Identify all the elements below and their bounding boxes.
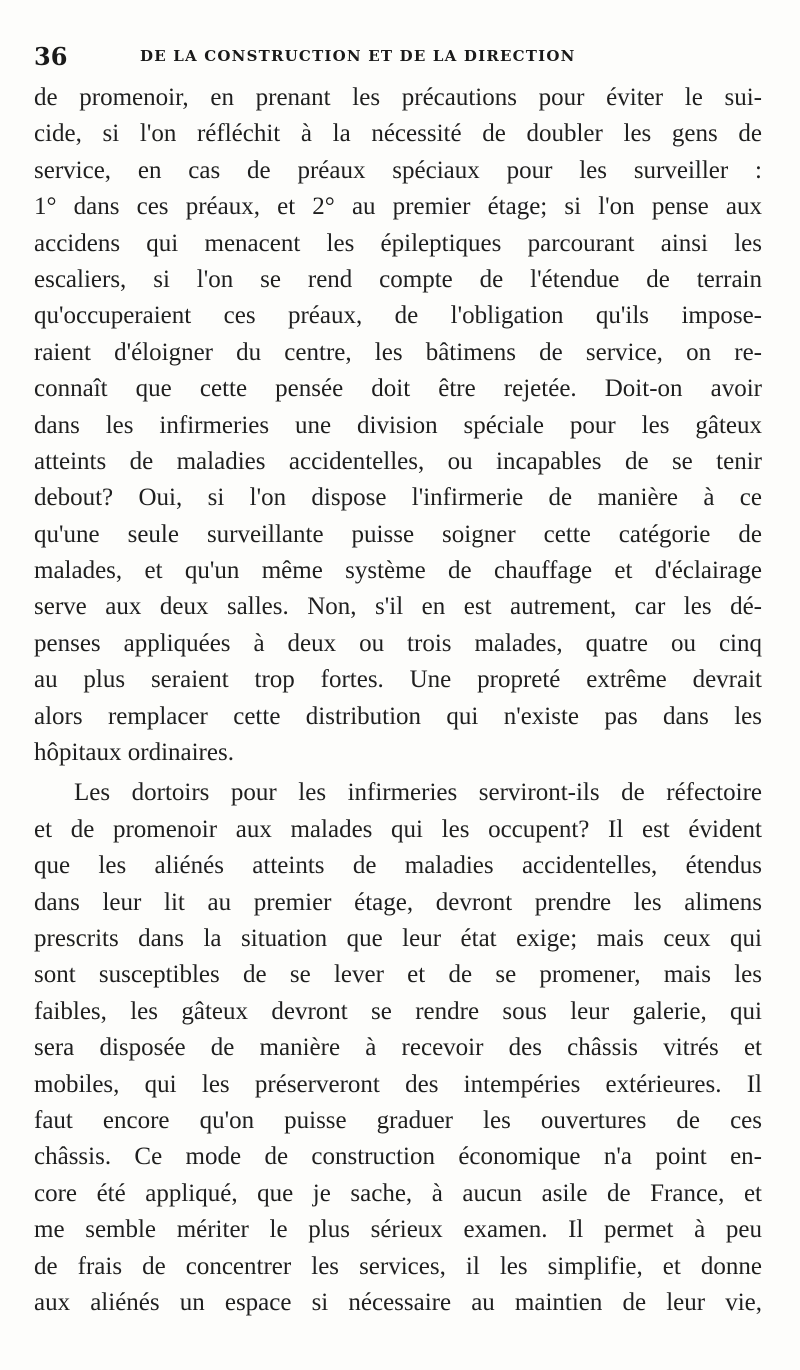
paragraph-1 <box>34 80 762 771</box>
text-line: que les aliénés atteints de maladies accidentelles, étendus <box>34 852 762 880</box>
text-line: serve aux deux salles. Non, s'il en est autrement, car les dé- <box>34 593 762 621</box>
text-line: debout? Oui, si l'on dispose l'infirmerie de manière à ce <box>34 484 762 512</box>
text-line: mobiles, qui les préserveront des intempéries extérieures. Il <box>34 1070 762 1098</box>
text-line: qu'occuperaient ces préaux, de l'obligation qu'ils impose- <box>34 302 762 330</box>
text-line: Les dortoirs pour les infirmeries serviront-ils de réfectoire <box>74 779 762 807</box>
text-line: qu'une seule surveillante puisse soigner cette catégorie de <box>34 520 762 548</box>
text-line: sont susceptibles de se lever et de se promener, mais les <box>34 961 762 989</box>
text-line: et de promenoir aux malades qui les occupent? Il est évident <box>34 815 762 843</box>
text-line: faut encore qu'on puisse graduer les ouvertures de ces <box>34 1106 762 1134</box>
text-line: 1° dans ces préaux, et 2° au premier étage; si l'on pense aux <box>34 193 762 221</box>
text-line: core été appliqué, que je sache, à aucun asile de France, et <box>34 1179 762 1207</box>
running-title: DE LA CONSTRUCTION ET DE LA DIRECTION <box>140 47 576 65</box>
text-line: aux aliénés un espace si nécessaire au maintien de leur vie, <box>34 1288 762 1316</box>
text-line: atteints de maladies accidentelles, ou incapables de se tenir <box>34 447 762 475</box>
text-line: cide, si l'on réfléchit à la nécessité de doubler les gens de <box>34 120 762 148</box>
text-line: escaliers, si l'on se rend compte de l'étendue de terrain <box>34 265 762 293</box>
text-line: service, en cas de préaux spéciaux pour les surveiller : <box>34 156 762 184</box>
text-line: malades, et qu'un même système de chauffage et d'éclairage <box>34 557 762 585</box>
text-line: connaît que cette pensée doit être rejetée. Doit-on avoir <box>34 375 762 403</box>
text-line: penses appliquées à deux ou trois malades, quatre ou cinq <box>34 629 762 657</box>
text-line: faibles, les gâteux devront se rendre sous leur galerie, qui <box>34 997 762 1025</box>
page-number: 36 <box>34 42 68 71</box>
text-line: accidens qui menacent les épileptiques parcourant ainsi les <box>34 229 762 257</box>
text-line: au plus seraient trop fortes. Une propreté extrême devrait <box>34 666 762 694</box>
body-text <box>34 80 762 1321</box>
text-line: hôpitaux ordinaires. <box>34 739 234 767</box>
text-line: me semble mériter le plus sérieux examen. Il permet à peu <box>34 1216 762 1244</box>
text-line: de promenoir, en prenant les précautions pour éviter le sui- <box>34 84 762 111</box>
text-line: raient d'éloigner du centre, les bâtimens de service, on re- <box>34 338 762 366</box>
paragraph-2 <box>34 775 762 1321</box>
running-head <box>34 40 764 76</box>
text-line: prescrits dans la situation que leur état exige; mais ceux qui <box>34 924 762 952</box>
text-line: dans leur lit au premier étage, devront prendre les alimens <box>34 888 762 916</box>
text-line: de frais de concentrer les services, il les simplifie, et donne <box>34 1252 762 1280</box>
text-line: alors remplacer cette distribution qui n'existe pas dans les <box>34 702 762 730</box>
text-line: dans les infirmeries une division spéciale pour les gâteux <box>34 411 762 439</box>
text-line: châssis. Ce mode de construction économique n'a point en- <box>34 1143 762 1171</box>
text-line: sera disposée de manière à recevoir des châssis vitrés et <box>34 1034 762 1062</box>
